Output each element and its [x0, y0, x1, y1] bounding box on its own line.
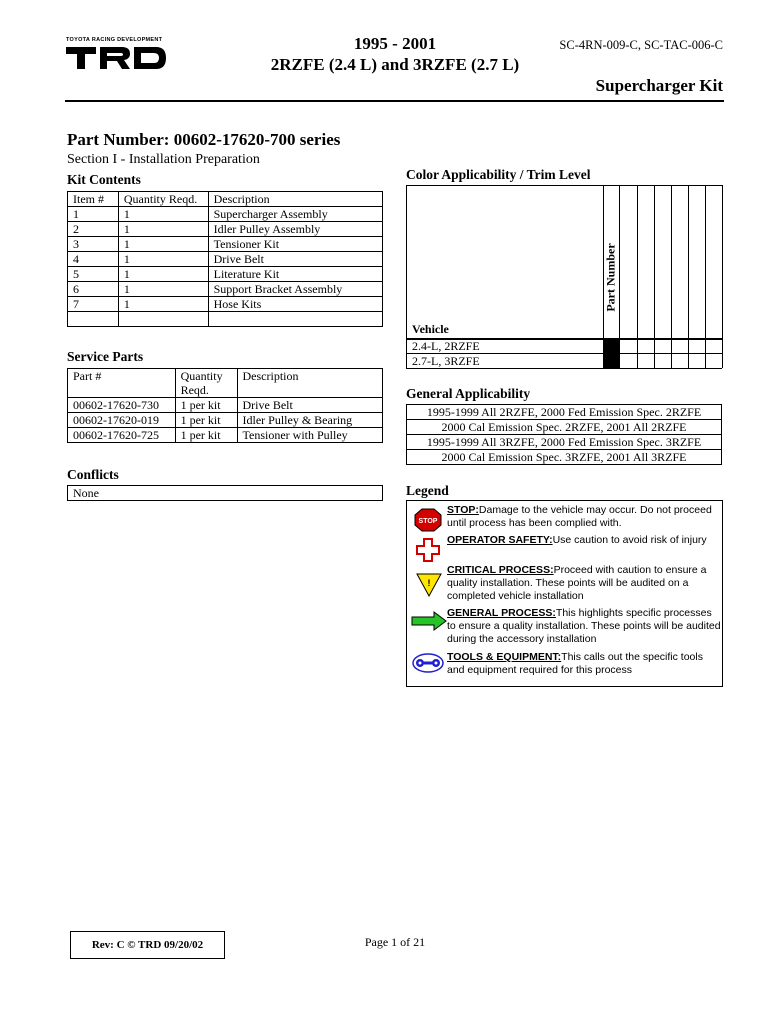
wrench-icon — [412, 653, 444, 673]
table-row: 2000 Cal Emission Spec. 2RZFE, 2001 All 2RZFE — [407, 420, 722, 435]
warning-triangle-icon — [416, 573, 442, 597]
header-engines: 2RZFE (2.4 L) and 3RZFE (2.7 L) — [270, 55, 520, 74]
table-row: 3 1 Tensioner Kit — [68, 237, 383, 252]
vehicle-row-label: 2.7-L, 3RZFE — [412, 354, 480, 368]
part-number-label: Part Number — [603, 243, 618, 312]
header-product: Supercharger Kit — [595, 76, 723, 95]
legend-item-tools-equipment: TOOLS & EQUIPMENT:This calls out the specific tools and equipment required for this process — [447, 651, 703, 676]
table-row — [68, 312, 383, 327]
conflicts-table — [67, 485, 383, 501]
service-parts-title: Service Parts — [67, 349, 144, 364]
header-years: 1995 - 2001 — [353, 34, 437, 53]
table-row: 2000 Cal Emission Spec. 3RZFE, 2001 All 3RZFE — [407, 450, 722, 465]
legend-item-critical-process: CRITICAL PROCESS:Proceed with caution to ensure a quality installation. These points will be audited on a completed vehicle installation — [447, 564, 707, 602]
green-arrow-icon — [411, 611, 447, 631]
section-title: Section I - Installation Preparation — [67, 152, 260, 167]
table-row: 4 1 Drive Belt — [68, 252, 383, 267]
stop-sign-icon — [414, 508, 442, 532]
legend-title: Legend — [406, 483, 449, 498]
table-header-row: Item # Quantity Reqd. Description — [68, 192, 383, 207]
revision-box: Rev: C © TRD 09/20/02 — [70, 931, 225, 959]
table-row: 5 1 Literature Kit — [68, 267, 383, 282]
kit-contents-title: Kit Contents — [67, 172, 141, 187]
trd-logo — [66, 37, 168, 73]
header-doc-codes: SC-4RN-009-C, SC-TAC-006-C — [559, 38, 723, 52]
legend-item-stop: STOP:Damage to the vehicle may occur. Do not proceed until process has been complied with. — [447, 504, 712, 529]
legend-box — [406, 500, 723, 687]
legend-item-operator-safety: OPERATOR SAFETY:Use caution to avoid risk of injury — [447, 534, 707, 546]
table-row: 00602-17620-019 1 per kit Idler Pulley & Bearing — [68, 413, 383, 428]
table-row: 1995-1999 All 3RZFE, 2000 Fed Emission Spec. 3RZFE — [407, 435, 722, 450]
kit-contents-table — [67, 191, 383, 327]
header-rule — [65, 100, 724, 102]
vehicle-row-label: 2.4-L, 2RZFE — [412, 339, 480, 353]
general-applicability-title: General Applicability — [406, 386, 531, 401]
page-number: Page 1 of 21 — [364, 935, 426, 949]
table-row: 1 1 Supercharger Assembly — [68, 207, 383, 222]
svg-text:STOP: STOP — [418, 518, 438, 525]
color-applicability-grid — [406, 185, 723, 368]
table-row: None — [68, 486, 383, 501]
vehicle-label: Vehicle — [412, 322, 449, 336]
table-row: 7 1 Hose Kits — [68, 297, 383, 312]
table-row: 2 1 Idler Pulley Assembly — [68, 222, 383, 237]
table-row: 00602-17620-730 1 per kit Drive Belt — [68, 398, 383, 413]
logo-caption: TOYOTA RACING DEVELOPMENT — [66, 37, 163, 43]
general-applicability-table — [406, 404, 722, 465]
table-row: 6 1 Support Bracket Assembly — [68, 282, 383, 297]
table-header-row: Part # Quantity Reqd. Description — [68, 369, 383, 398]
table-row: 1995-1999 All 2RZFE, 2000 Fed Emission Spec. 2RZFE — [407, 405, 722, 420]
red-cross-icon — [416, 538, 440, 562]
legend-item-general-process: GENERAL PROCESS:This highlights specific processes to ensure a quality installation. These points will be audited during the accessory installation — [447, 607, 721, 645]
conflicts-title: Conflicts — [67, 467, 119, 482]
part-number-title: Part Number: 00602-17620-700 series — [67, 130, 341, 149]
table-row: 00602-17620-725 1 per kit Tensioner with Pulley — [68, 428, 383, 443]
color-applicability-title: Color Applicability / Trim Level — [406, 167, 591, 182]
service-parts-table — [67, 368, 383, 443]
svg-text:!: ! — [427, 578, 431, 588]
trd-logo-icon — [66, 44, 168, 72]
applicability-mark — [603, 338, 620, 369]
